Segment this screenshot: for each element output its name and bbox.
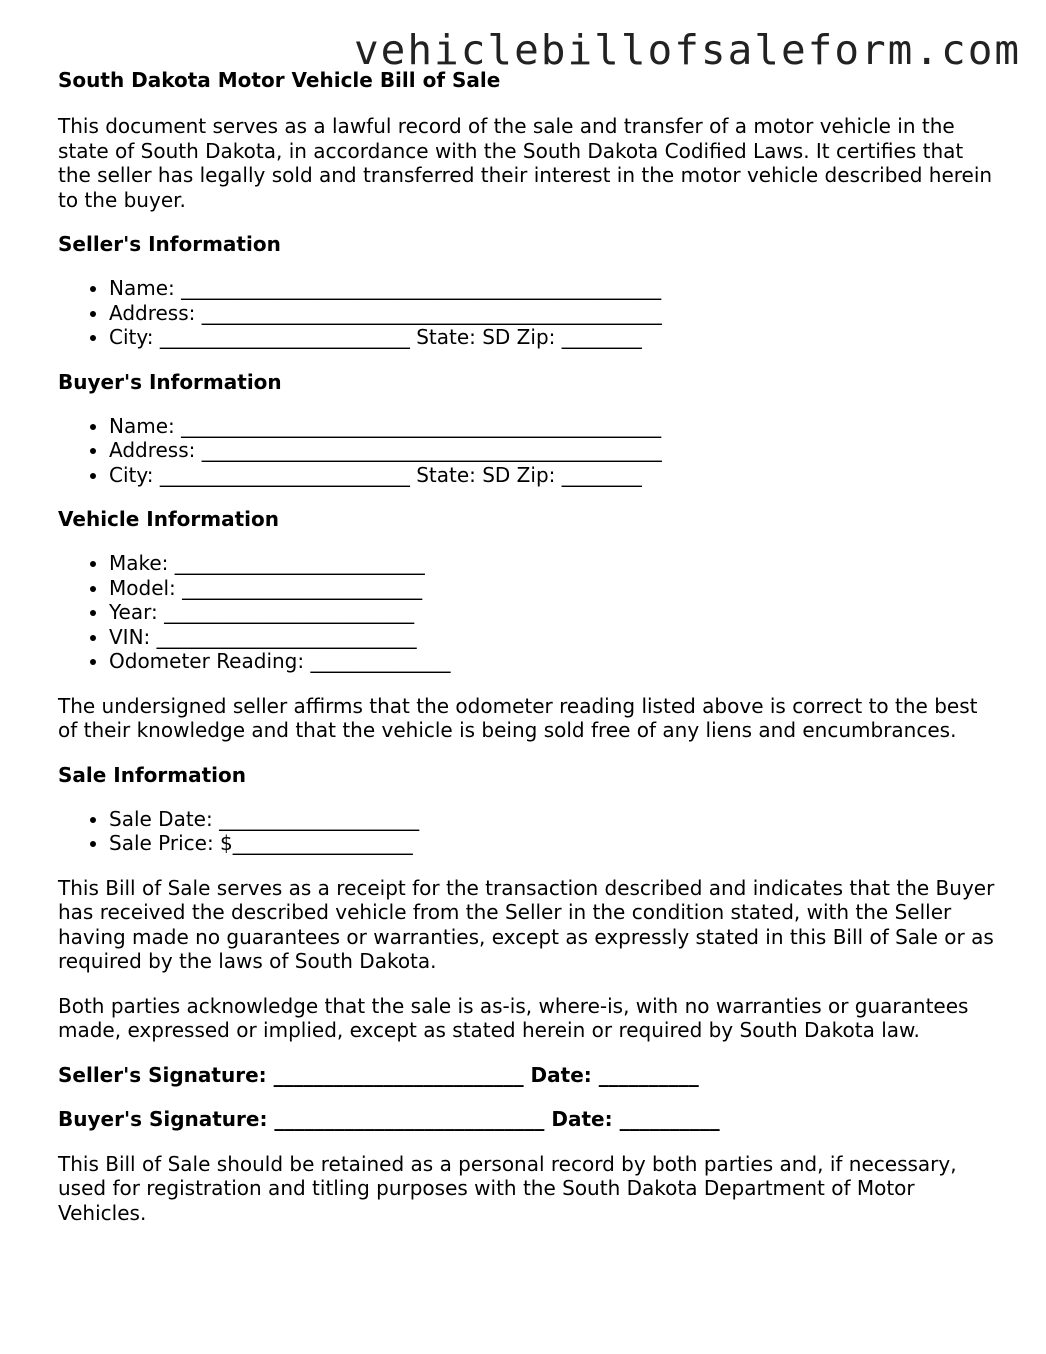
- buyer-list: [58, 414, 998, 488]
- vehicle-year-field[interactable]: • Year: _________________________: [109, 600, 998, 625]
- as-is-paragraph: Both parties acknowledge that the sale is as-is, where-is, with no warranties or guarantees made, expressed or implied, except as stated herein or required by South Dakota law.: [58, 993, 969, 1042]
- seller-signature-line[interactable]: Seller's Signature: _________________________ Date: __________: [58, 1062, 699, 1087]
- seller-name-field[interactable]: • Name: ________________________________________________: [109, 276, 998, 301]
- vehicle-heading: Vehicle Information: [58, 507, 279, 531]
- buyer-address-field[interactable]: • Address: ______________________________________________: [109, 438, 998, 463]
- vehicle-odometer-field[interactable]: • Odometer Reading: ______________: [109, 649, 998, 674]
- buyer-city-state-zip-field[interactable]: • City: _________________________ State: SD Zip: ________: [109, 463, 998, 488]
- seller-address-field[interactable]: • Address: ______________________________________________: [109, 301, 998, 326]
- seller-heading: Seller's Information: [58, 232, 281, 256]
- sale-date-field[interactable]: • Sale Date: ____________________: [109, 807, 998, 832]
- sale-heading: Sale Information: [58, 762, 246, 787]
- vehicle-list: [58, 551, 998, 674]
- vehicle-vin-field[interactable]: • VIN: __________________________: [109, 625, 998, 650]
- receipt-paragraph: This Bill of Sale serves as a receipt for the transaction described and indicates that the Buyer has received the described vehicle from the Seller in the condition stated, with the Seller having made no guarantees or warranties, except as expressly stated in this Bill of Sale or as required by the laws of South Dakota.: [58, 875, 995, 973]
- vehicle-make-field[interactable]: • Make: _________________________: [109, 551, 998, 576]
- sale-price-field[interactable]: • Sale Price: $__________________: [109, 831, 998, 856]
- buyer-signature-line[interactable]: Buyer's Signature: ___________________________ Date: __________: [58, 1107, 720, 1131]
- document-title: South Dakota Motor Vehicle Bill of Sale: [58, 68, 501, 92]
- buyer-heading: Buyer's Information: [58, 369, 282, 394]
- sale-list: [58, 807, 998, 856]
- vehicle-model-field[interactable]: • Model: ________________________: [109, 576, 998, 601]
- buyer-name-field[interactable]: • Name: ________________________________________________: [109, 414, 998, 439]
- seller-list: [58, 276, 998, 350]
- document-body: [58, 68, 998, 1245]
- seller-city-state-zip-field[interactable]: • City: _________________________ State: SD Zip: ________: [109, 325, 998, 350]
- watermark: vehiclebillofsaleform.com: [354, 26, 1022, 74]
- intro-paragraph: This document serves as a lawful record of the sale and transfer of a motor vehicle in the state of South Dakota, in accordance with the South Dakota Codified Laws. It certifies that the seller has legally sold and transferred their interest in the motor vehicle described herein to the buyer.: [58, 114, 993, 212]
- retention-paragraph: This Bill of Sale should be retained as a personal record by both parties and, if necessary, used for registration and titling purposes with the South Dakota Department of Motor Vehicles.: [58, 1151, 957, 1225]
- affirmation-paragraph: The undersigned seller affirms that the odometer reading listed above is correct to the best of their knowledge and that the vehicle is being sold free of any liens and encumbrances.: [58, 693, 978, 742]
